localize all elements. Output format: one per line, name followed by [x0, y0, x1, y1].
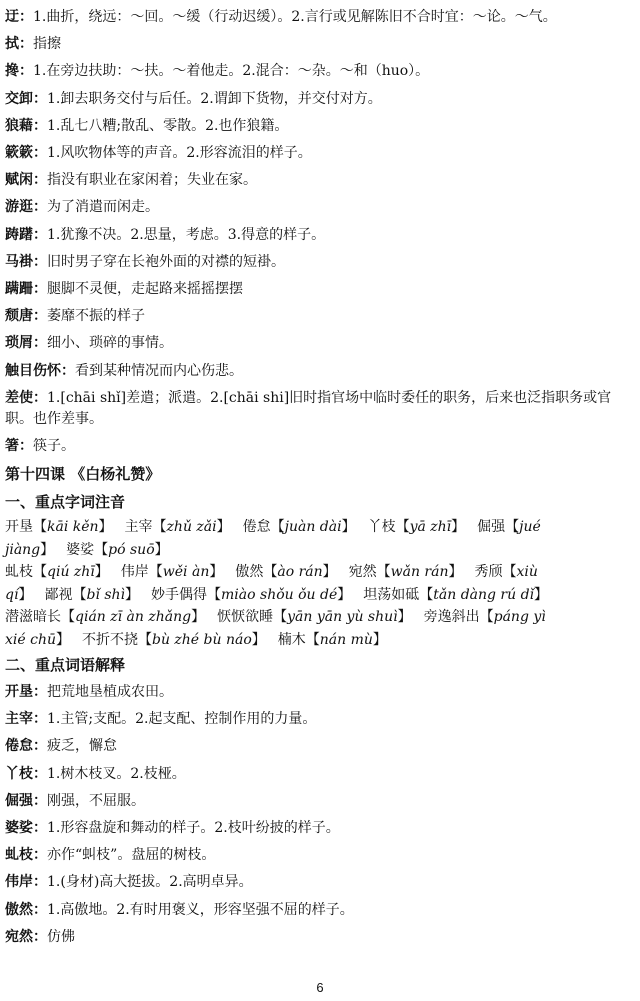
pinyin: xiù	[516, 564, 538, 581]
pronunciation-item: 倔强【jué	[477, 519, 541, 536]
vocab-term: 琐屑	[5, 335, 33, 352]
vocab-term: 宛然	[5, 928, 33, 945]
pron-word: 主宰	[124, 519, 153, 536]
pron-word: 倔强	[477, 519, 506, 536]
vocab-term: 颓唐	[5, 308, 33, 325]
pronunciation-item: 不折不挠【bù zhé bù náo】	[81, 631, 266, 648]
vocab-definition: 1.高傲地。2.有时用褒义，形容坚强不屈的样子。	[47, 901, 354, 918]
pinyin: yā zhī	[409, 519, 452, 536]
pron-word: 宛然	[348, 564, 377, 581]
pronunciation-item: jiàng】	[5, 541, 55, 558]
pronunciation-item: 坦荡如砥【tǎn dàng rú dǐ】	[363, 586, 549, 603]
pronunciation-item: 旁逸斜出【páng yì	[423, 609, 546, 626]
vocab-definition: 1.树木枝叉。2.枝桠。	[47, 765, 186, 782]
vocab-definition: 1.在旁边扶助：～扶。～着他走。2.混合：～杂。～和（huo）。	[33, 63, 430, 80]
pronunciation-line	[5, 629, 633, 652]
term-colon: ：	[33, 90, 47, 107]
vocab-definition: 萎靡不振的样子	[47, 308, 145, 325]
vocab-term: 踌躇	[5, 226, 33, 243]
pronunciation-line	[5, 561, 633, 584]
vocab-entry	[5, 869, 633, 896]
term-colon: ：	[33, 172, 47, 189]
term-colon: ：	[19, 63, 33, 80]
pinyin: pó suō	[108, 541, 155, 558]
pronunciation-line	[5, 584, 633, 607]
term-colon: ：	[33, 901, 47, 918]
vocab-term: 搀	[5, 63, 19, 80]
pron-word: 伟岸	[120, 564, 149, 581]
term-colon: ：	[33, 684, 47, 701]
term-colon: ：	[33, 765, 47, 782]
vocab-entry	[5, 330, 633, 357]
vocab-definition: 看到某种情况而内心伤悲。	[75, 362, 243, 379]
vocab-definition: 指没有职业在家闲着；失业在家。	[47, 172, 257, 189]
vocab-entry	[5, 86, 633, 113]
vocab-term: 差使	[5, 389, 33, 406]
lesson-title: 第十四课 《白杨礼赞》	[5, 465, 161, 484]
vocab-term: 狼藉	[5, 117, 33, 134]
pinyin: nán mù	[319, 631, 373, 648]
vocab-entry	[5, 433, 633, 460]
pronunciation-line	[5, 539, 633, 562]
pronunciation-item: 伟岸【wěi àn】	[120, 564, 224, 581]
vocab-definition: 1.犹豫不决。2.思量，考虑。3.得意的样子。	[47, 226, 326, 243]
vocab-term: 马褂	[5, 253, 33, 270]
term-colon: ：	[33, 117, 47, 134]
pinyin: miào shǒu ǒu dé	[221, 586, 338, 603]
vocab-term: 开垦	[5, 684, 33, 701]
document-page	[5, 4, 633, 951]
vocab-entry	[5, 385, 633, 433]
vocab-entry	[5, 113, 633, 140]
pinyin: bù zhé bù náo	[151, 631, 252, 648]
vocab-term: 迂	[5, 9, 19, 25]
vocab-definition: 1.风吹物体等的声音。2.形容流泪的样子。	[47, 145, 312, 162]
pronunciation-item: 婆娑【pó suō】	[66, 541, 169, 558]
vocab-entry	[5, 276, 633, 303]
pron-word: 倦怠	[242, 519, 271, 536]
pinyin: zhǔ zǎi	[166, 519, 217, 536]
vocab-entry	[5, 58, 633, 85]
vocab-entry	[5, 733, 633, 760]
vocab-term: 伟岸	[5, 874, 33, 891]
vocab-term: 主宰	[5, 711, 33, 728]
vocab-entry	[5, 679, 633, 706]
pinyin: xié chū	[5, 631, 56, 648]
vocab-definition: 1.[chāi shǐ]差遣；派遣。2.[chāi shi]旧时指官场中临时委任的职务，后来也泛指职务或官职。也作差事。	[5, 389, 612, 427]
vocab-term: 触目伤怀	[5, 362, 61, 379]
vocab-term: 婆娑	[5, 820, 33, 837]
pronunciation-line	[5, 606, 633, 629]
vocab-entry	[5, 249, 633, 276]
pronunciation-item: 鄙视【bǐ shì】	[44, 586, 140, 603]
pron-word: 潜滋暗长	[5, 609, 61, 626]
term-colon: ：	[33, 145, 47, 162]
pronunciation-item: 妙手偶得【miào shǒu ǒu dé】	[151, 586, 352, 603]
vocab-entry	[5, 4, 633, 31]
vocab-entry	[5, 140, 633, 167]
pron-word: 恹恹欲睡	[217, 609, 274, 626]
pron-word: 旁逸斜出	[423, 609, 480, 626]
pron-word: 坦荡如砥	[363, 586, 420, 603]
vocab-definition: 指擦	[33, 36, 61, 53]
vocab-definition: 亦作“虯枝”。盘屈的树枝。	[47, 847, 216, 864]
vocab-definition: 1.形容盘旋和舞动的样子。2.枝叶纷披的样子。	[47, 820, 340, 837]
vocab-term: 箸	[5, 437, 19, 454]
page-number: 6	[316, 980, 324, 995]
pinyin: yān yān yù shuì	[287, 609, 398, 626]
pronunciation-item: 主宰【zhǔ zǎi】	[124, 519, 231, 536]
pronunciation-item: qí】	[5, 586, 33, 603]
term-colon: ：	[33, 820, 47, 837]
pinyin: qí	[5, 586, 19, 603]
term-colon: ：	[33, 281, 47, 298]
vocab-term: 倦怠	[5, 738, 33, 755]
pronunciation-item: 倦怠【juàn dài】	[242, 519, 356, 536]
pinyin: wǎn rán	[390, 564, 449, 581]
vocab-term: 拭	[5, 36, 19, 53]
term-colon: ：	[33, 711, 47, 728]
pinyin: jué	[519, 519, 541, 536]
vocab-definition: 仿佛	[47, 928, 75, 945]
pron-word: 傲然	[235, 564, 264, 581]
vocab-definition: 1.乱七八糟;散乱、零散。2.也作狼籍。	[47, 117, 289, 134]
vocab-definition: 1.曲折，绕远：～回。～缓（行动迟缓）。2.言行或见解陈旧不合时宜：～论。～气。	[33, 9, 557, 25]
pron-word: 鄙视	[44, 586, 73, 603]
vocab-term: 丫枝	[5, 765, 33, 782]
pronunciation-line	[5, 516, 633, 539]
vocab-entry	[5, 815, 633, 842]
pron-word: 不折不挠	[81, 631, 138, 648]
vocab-list-bottom	[5, 679, 633, 951]
vocab-definition: 细小、琐碎的事情。	[47, 335, 173, 352]
vocab-entry	[5, 897, 633, 924]
pronunciation-item: 楠木【nán mù】	[277, 631, 387, 648]
pinyin: qián zī àn zhǎng	[75, 609, 192, 626]
vocab-definition: 1.主管;支配。2.起支配、控制作用的力量。	[47, 711, 317, 728]
term-colon: ：	[33, 738, 47, 755]
pinyin: kāi kěn	[47, 519, 99, 536]
section-title-definitions: 二、重点词语解释	[5, 656, 126, 675]
term-colon: ：	[33, 874, 47, 891]
vocab-entry	[5, 924, 633, 951]
pron-word: 丫枝	[367, 519, 396, 536]
term-colon: ：	[33, 928, 47, 945]
vocab-term: 蹒跚	[5, 281, 33, 298]
vocab-entry	[5, 31, 633, 58]
vocab-definition: 为了消遣而闲走。	[47, 199, 159, 216]
vocab-definition: 筷子。	[33, 437, 75, 454]
vocab-entry	[5, 358, 633, 385]
term-colon: ：	[61, 362, 75, 379]
vocab-term: 游逛	[5, 199, 33, 216]
term-colon: ：	[19, 36, 33, 53]
vocab-entry	[5, 303, 633, 330]
pronunciation-item: 傲然【ào rán】	[235, 564, 337, 581]
vocab-term: 交卸	[5, 90, 33, 107]
vocab-term: 赋闲	[5, 172, 33, 189]
pinyin: jiàng	[5, 541, 41, 558]
vocab-entry	[5, 842, 633, 869]
pinyin: tǎn dàng rú dǐ	[433, 586, 535, 603]
pron-word: 楠木	[277, 631, 306, 648]
vocab-definition: 刚强，不屈服。	[47, 792, 145, 809]
pronunciation-item: 宛然【wǎn rán】	[348, 564, 463, 581]
vocab-term: 簌簌	[5, 145, 33, 162]
pinyin: páng yì	[493, 609, 546, 626]
pronunciation-item: 丫枝【yā zhī】	[367, 519, 466, 536]
term-colon: ：	[33, 253, 47, 270]
pron-word: 婆娑	[66, 541, 95, 558]
pinyin: bǐ shì	[86, 586, 126, 603]
vocab-term: 倔强	[5, 792, 33, 809]
term-colon: ：	[19, 437, 33, 454]
term-colon: ：	[33, 389, 47, 406]
pinyin: juàn dài	[284, 519, 342, 536]
pronunciation-item: 恹恹欲睡【yān yān yù shuì】	[217, 609, 412, 626]
term-colon: ：	[19, 9, 33, 25]
pinyin: qiú zhī	[47, 564, 95, 581]
pronunciation-item: xié chū】	[5, 631, 70, 648]
vocab-entry	[5, 167, 633, 194]
pronunciation-item: 开垦【kāi kěn】	[5, 519, 113, 536]
pronunciation-item: 虬枝【qiú zhī】	[5, 564, 109, 581]
vocab-term: 虬枝	[5, 847, 33, 864]
pinyin: wěi àn	[162, 564, 210, 581]
section-title-pronunciation: 一、重点字词注音	[5, 493, 126, 512]
pron-word: 秀颀	[474, 564, 503, 581]
vocab-list-top	[5, 4, 633, 460]
pinyin: ào rán	[277, 564, 323, 581]
term-colon: ：	[33, 226, 47, 243]
term-colon: ：	[33, 308, 47, 325]
pron-word: 开垦	[5, 519, 33, 536]
vocab-entry	[5, 788, 633, 815]
vocab-entry	[5, 194, 633, 221]
vocab-definition: 1.卸去职务交付与后任。2.谓卸下货物，并交付对方。	[47, 90, 382, 107]
term-colon: ：	[33, 199, 47, 216]
vocab-term: 傲然	[5, 901, 33, 918]
vocab-definition: 旧时男子穿在长袍外面的对襟的短褂。	[47, 253, 285, 270]
term-colon: ：	[33, 792, 47, 809]
pronunciation-item: 秀颀【xiù	[474, 564, 538, 581]
vocab-definition: 1.(身材)高大挺拔。2.高明卓异。	[47, 874, 253, 891]
vocab-definition: 把荒地垦植成农田。	[47, 684, 173, 701]
pron-word: 虬枝	[5, 564, 33, 581]
pron-word: 妙手偶得	[151, 586, 208, 603]
pronunciation-item: 潜滋暗长【qián zī àn zhǎng】	[5, 609, 206, 626]
vocab-definition: 疲乏，懈怠	[47, 738, 117, 755]
vocab-entry	[5, 222, 633, 249]
vocab-definition: 腿脚不灵便，走起路来摇摇摆摆	[47, 281, 243, 298]
vocab-entry	[5, 706, 633, 733]
pronunciation-list	[5, 516, 633, 651]
term-colon: ：	[33, 847, 47, 864]
vocab-entry	[5, 761, 633, 788]
term-colon: ：	[33, 335, 47, 352]
